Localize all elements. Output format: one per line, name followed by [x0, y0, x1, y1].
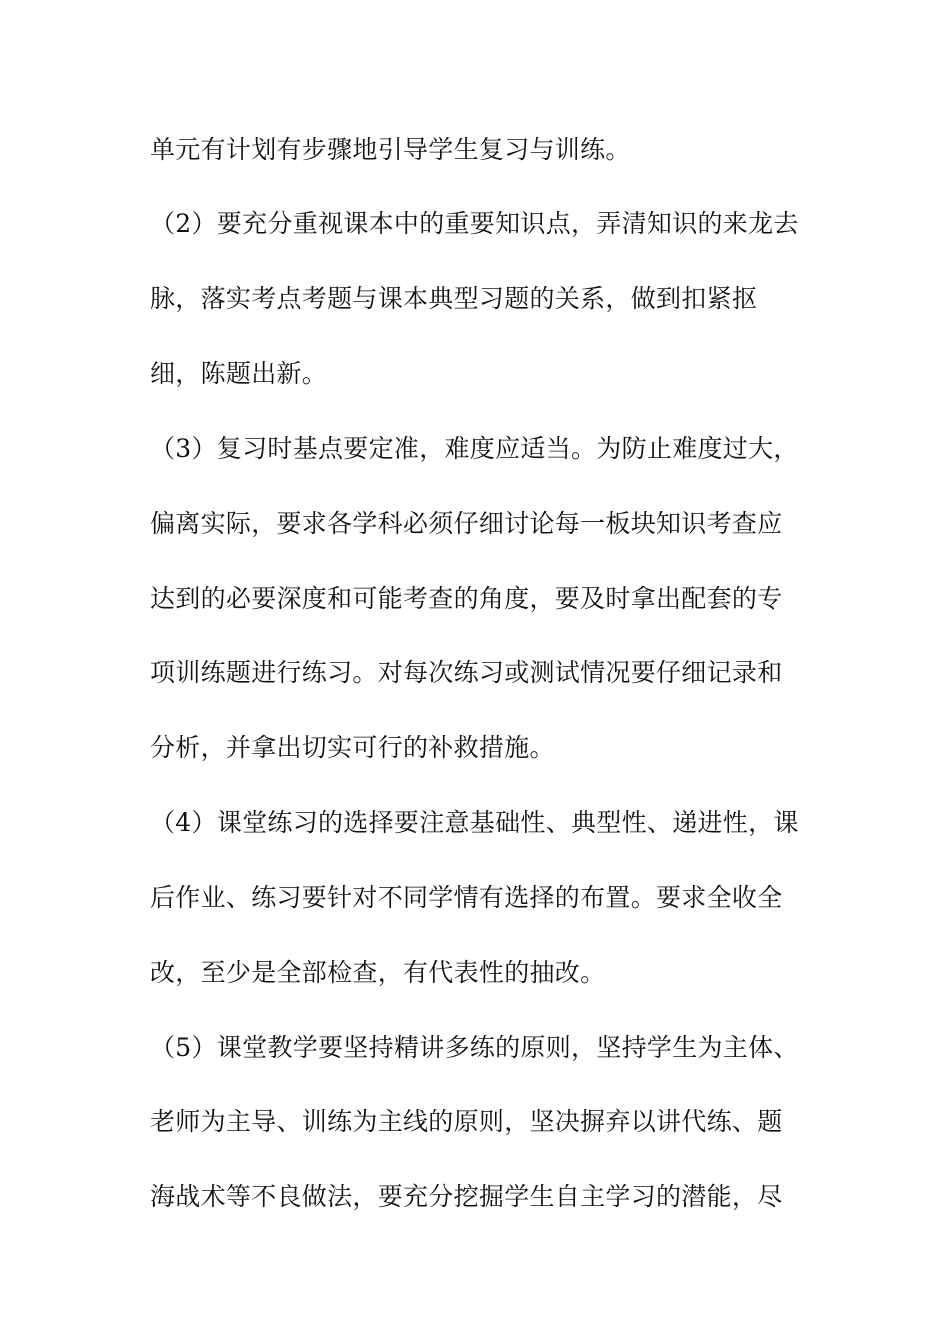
text-line: 分析，并拿出切实可行的补救措施。 [150, 733, 555, 762]
text-line: 后作业、练习要针对不同学情有选择的布置。要求全收全 [150, 883, 783, 912]
text-line: 海战术等不良做法，要充分挖掘学生自主学习的潜能，尽 [150, 1182, 783, 1211]
text-line: 单元有计划有步骤地引导学生复习与训练。 [150, 135, 631, 164]
text-line: 老师为主导、训练为主线的原则，坚决摒弃以讲代练、题 [150, 1107, 783, 1136]
text-line: 脉，落实考点考题与课本典型习题的关系，做到扣紧抠 [150, 284, 758, 313]
text-line: （2）要充分重视课本中的重要知识点，弄清知识的来龙去 [150, 209, 799, 238]
text-line: 项训练题进行练习。对每次练习或测试情况要仔细记录和 [150, 658, 783, 687]
text-line: 细，陈题出新。 [150, 359, 328, 388]
text-line: 偏离实际，要求各学科必须仔细讨论每一板块知识考查应 [150, 509, 783, 538]
text-line: （4）课堂练习的选择要注意基础性、典型性、递进性，课 [150, 808, 799, 837]
text-line: （5）课堂教学要坚持精讲多练的原则，坚持学生为主体、 [150, 1033, 799, 1062]
text-line: 达到的必要深度和可能考查的角度，要及时拿出配套的专 [150, 584, 783, 613]
text-line: （3）复习时基点要定准，难度应适当。为防止难度过大， [150, 434, 799, 463]
text-line: 改，至少是全部检查，有代表性的抽改。 [150, 958, 606, 987]
